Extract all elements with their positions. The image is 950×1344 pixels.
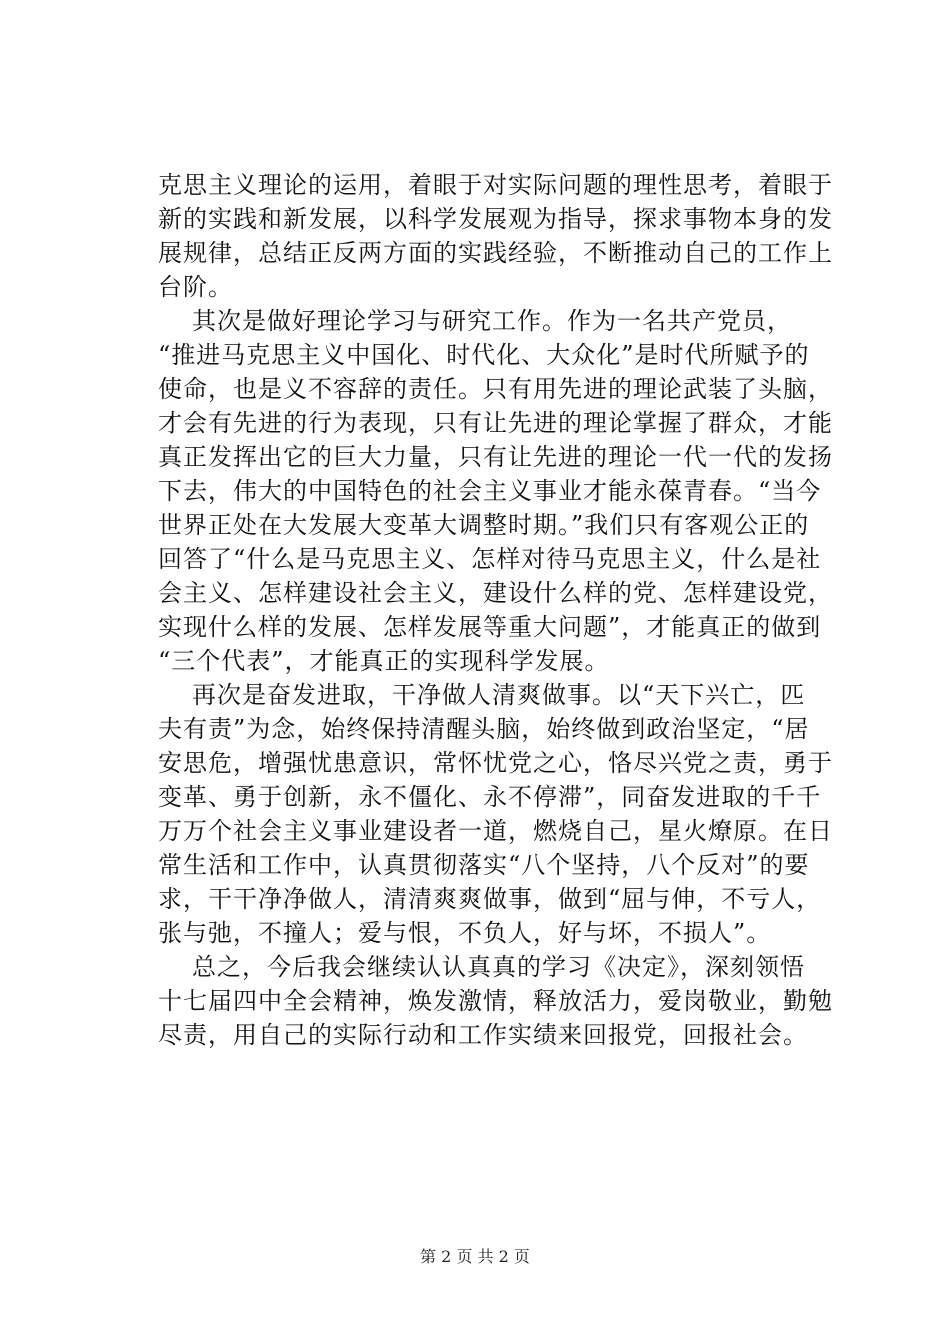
paragraph-3-line-6: 常生活和工作中，认真贯彻落实“八个坚持，八个反对”的要 bbox=[158, 851, 810, 879]
paragraph-2-line-7: 世界正处在大发展大变革大调整时期。”我们只有客观公正的 bbox=[158, 511, 810, 539]
paragraph-2-line-6: 下去，伟大的中国特色的社会主义事业才能永葆青春。“当今 bbox=[158, 477, 822, 505]
paragraph-2-line-9: 会主义、怎样建设社会主义，建设什么样的党、怎样建设党， bbox=[158, 579, 833, 607]
paragraph-3-line-1: 再次是奋发进取，干净做人清爽做事。以“天下兴亡，匹 bbox=[192, 681, 806, 709]
paragraph-2-line-4: 才会有先进的行为表现，只有让先进的理论掌握了群众，才能 bbox=[158, 409, 833, 437]
document-body bbox=[158, 168, 838, 1052]
paragraph-1-line-3: 展规律，总结正反两方面的实践经验，不断推动自己的工作上 bbox=[158, 239, 833, 267]
page-number-label: 第 2 页 共 2 页 bbox=[420, 1247, 530, 1266]
paragraph-3-line-2: 夫有责”为念，始终保持清醒头脑，始终做到政治坚定，“居 bbox=[158, 715, 810, 743]
paragraph-3-line-3: 安思危，增强忧患意识，常怀忧党之心，恪尽兴党之责，勇于 bbox=[158, 749, 833, 777]
paragraph-3-line-8: 张与弛，不撞人；爱与恨，不负人，好与坏，不损人”。 bbox=[158, 919, 772, 947]
paragraph-3-line-5: 万万个社会主义事业建设者一道，燃烧自己，星火燎原。在日 bbox=[158, 817, 833, 845]
paragraph-4-line-1: 总之，今后我会继续认认真真的学习《决定》，深刻领悟 bbox=[192, 953, 805, 981]
paragraph-1-line-1: 克思主义理论的运用，着眼于对实际问题的理性思考，着眼于 bbox=[158, 171, 833, 199]
paragraph-1-line-2: 新的实践和新发展，以科学发展观为指导，探求事物本身的发 bbox=[158, 205, 833, 233]
paragraph-3-line-7: 求，干干净净做人，清清爽爽做事，做到“屈与伸，不亏人， bbox=[158, 885, 822, 913]
paragraph-2-line-5: 真正发挥出它的巨大力量，只有让先进的理论一代一代的发扬 bbox=[158, 443, 833, 471]
page-footer bbox=[0, 1244, 950, 1267]
paragraph-2-line-10: 实现什么样的发展、怎样发展等重大问题”，才能真正的做到 bbox=[158, 613, 822, 641]
paragraph-4-line-2: 十七届四中全会精神，焕发激情，释放活力，爱岗敬业，勤勉 bbox=[158, 987, 833, 1015]
paragraph-2-line-1: 其次是做好理论学习与研究工作。作为一名共产党员， bbox=[192, 307, 792, 335]
paragraph-2-line-8: 回答了“什么是马克思主义、怎样对待马克思主义，什么是社 bbox=[158, 545, 822, 573]
paragraph-2-line-2: “推进马克思主义中国化、时代化、大众化”是时代所赋予的 bbox=[158, 341, 810, 369]
paragraph-1-line-4: 台阶。 bbox=[158, 273, 233, 301]
paragraph-2-line-11: “三个代表”，才能真正的实现科学发展。 bbox=[158, 647, 610, 675]
paragraph-2-line-3: 使命，也是义不容辞的责任。只有用先进的理论武装了头脑， bbox=[158, 375, 833, 403]
paragraph-3-line-4: 变革、勇于创新，永不僵化、永不停滞”，同奋发进取的千千 bbox=[158, 783, 822, 811]
paragraph-4-line-3: 尽责，用自己的实际行动和工作实绩来回报党，回报社会。 bbox=[158, 1021, 808, 1049]
